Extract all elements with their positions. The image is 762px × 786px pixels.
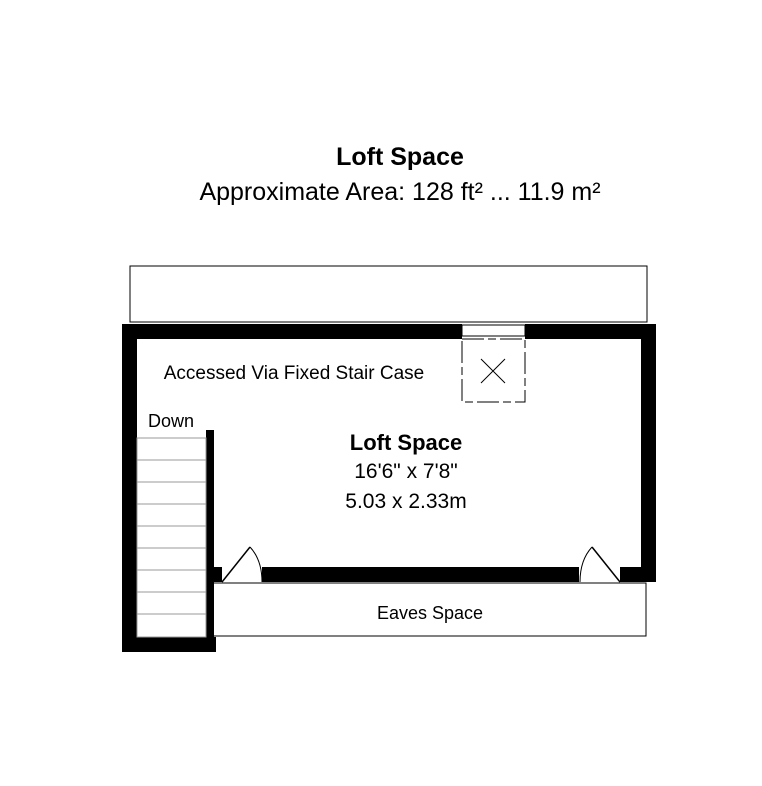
approximate-area: Approximate Area: 128 ft² ... 11.9 m² bbox=[199, 178, 601, 206]
stair-direction-label: Down bbox=[147, 411, 195, 431]
left-eaves-door bbox=[222, 547, 250, 582]
access-note: Accessed Via Fixed Stair Case bbox=[163, 363, 425, 384]
top-wall-right bbox=[525, 324, 656, 339]
right-eaves-door-swing bbox=[580, 547, 592, 582]
bottom-wall-middle bbox=[262, 567, 579, 582]
roof-window-cross bbox=[481, 359, 505, 383]
bottom-wall-right-stub bbox=[620, 567, 656, 582]
right-wall bbox=[641, 324, 656, 582]
room-size-metric: 5.03 x 2.33m bbox=[345, 490, 467, 513]
room-size-imperial: 16'6" x 7'8" bbox=[354, 460, 458, 483]
room-name: Loft Space bbox=[349, 430, 463, 455]
stair-bottom-wall bbox=[122, 637, 216, 652]
eaves-space-label: Eaves Space bbox=[376, 603, 484, 623]
top-wall-left bbox=[122, 324, 462, 339]
right-eaves-door bbox=[592, 547, 620, 582]
stair-partition-wall bbox=[206, 430, 214, 637]
upper-eaves-strip bbox=[130, 266, 647, 322]
left-eaves-door-swing bbox=[250, 547, 262, 582]
roof-window-frame bbox=[462, 325, 525, 336]
staircase bbox=[137, 438, 206, 637]
plan-title: Loft Space bbox=[336, 143, 464, 171]
left-wall bbox=[122, 324, 137, 652]
